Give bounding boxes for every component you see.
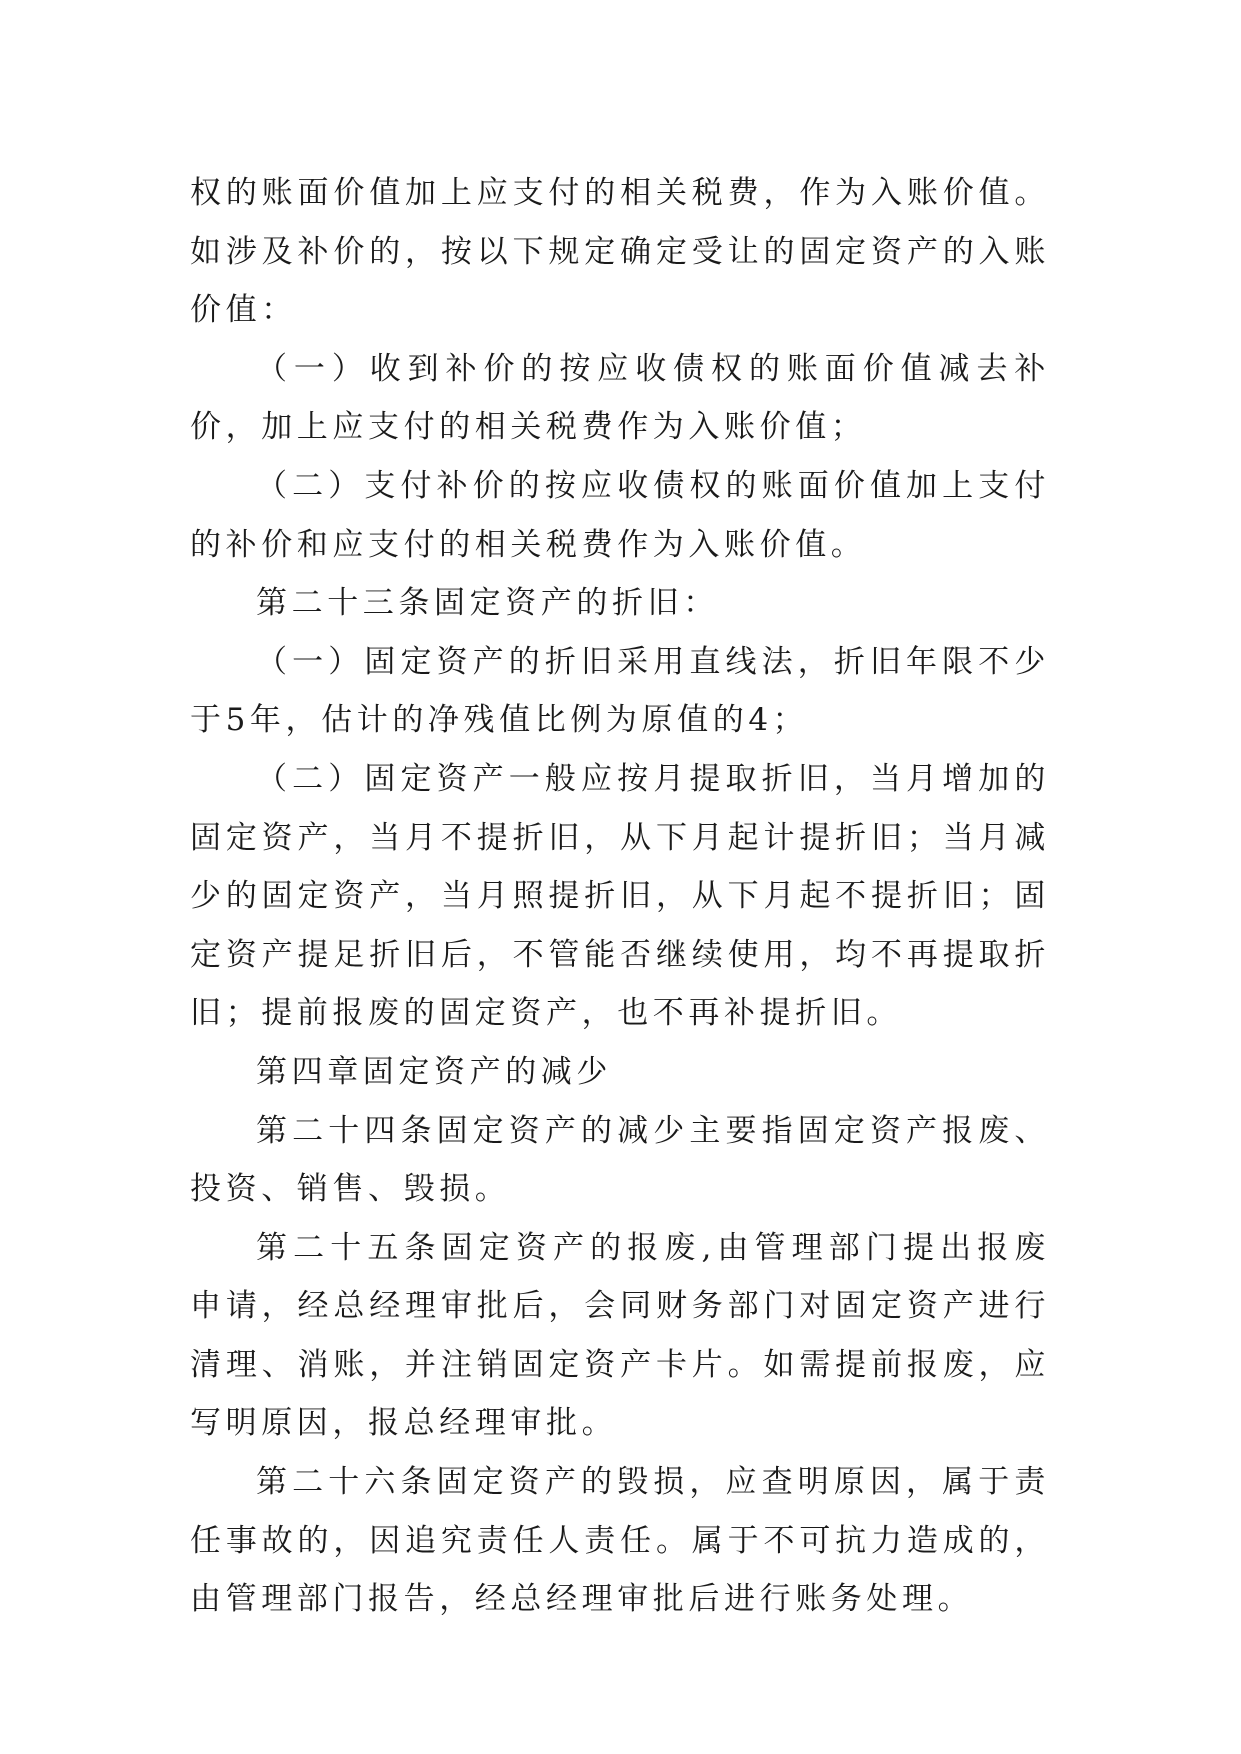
chapter-4-heading: 第四章固定资产的减少 [256,1053,612,1090]
article-25: 第二十五条固定资产的报废,由管理部门提出报废申请，经总经理审批后，会同财务部门对固定资产进行清理、消账，并注销固定资产卡片。如需提前报废，应写明原因，报总经理审批。 [190,1229,1050,1442]
paragraph-depreciation-method: （一）固定资产的折旧采用直线法，折旧年限不少于5年，估计的净残值比例为原值的4； [190,643,1050,739]
document-body [190,164,1050,1629]
article-24: 第二十四条固定资产的减少主要指固定资产报废、投资、销售、毁损。 [190,1112,1050,1208]
article-26: 第二十六条固定资产的毁损，应查明原因，属于责任事故的，因追究责任人责任。属于不可抗力造成的，由管理部门报告，经总经理审批后进行账务处理。 [190,1464,1050,1618]
paragraph-item-2-pay-compensation: （二）支付补价的按应收债权的账面价值加上支付的补价和应支付的相关税费作为入账价值。 [190,467,1050,563]
paragraph-monthly-depreciation: （二）固定资产一般应按月提取折旧，当月增加的固定资产，当月不提折旧，从下月起计提折旧；当月减少的固定资产，当月照提折旧，从下月起不提折旧；固定资产提足折旧后，不管能否继续使用，均不再提取折旧；提前报废的固定资产，也不再补提折旧。 [190,760,1050,1032]
article-23-heading: 第二十三条固定资产的折旧： [256,585,719,622]
paragraph-continuation: 权的账面价值加上应支付的相关税费，作为入账价值。如涉及补价的，按以下规定确定受让的固定资产的入账价值： [190,175,1050,329]
paragraph-item-1-receive-compensation: （一）收到补价的按应收债权的账面价值减去补价，加上应支付的相关税费作为入账价值； [190,350,1050,446]
